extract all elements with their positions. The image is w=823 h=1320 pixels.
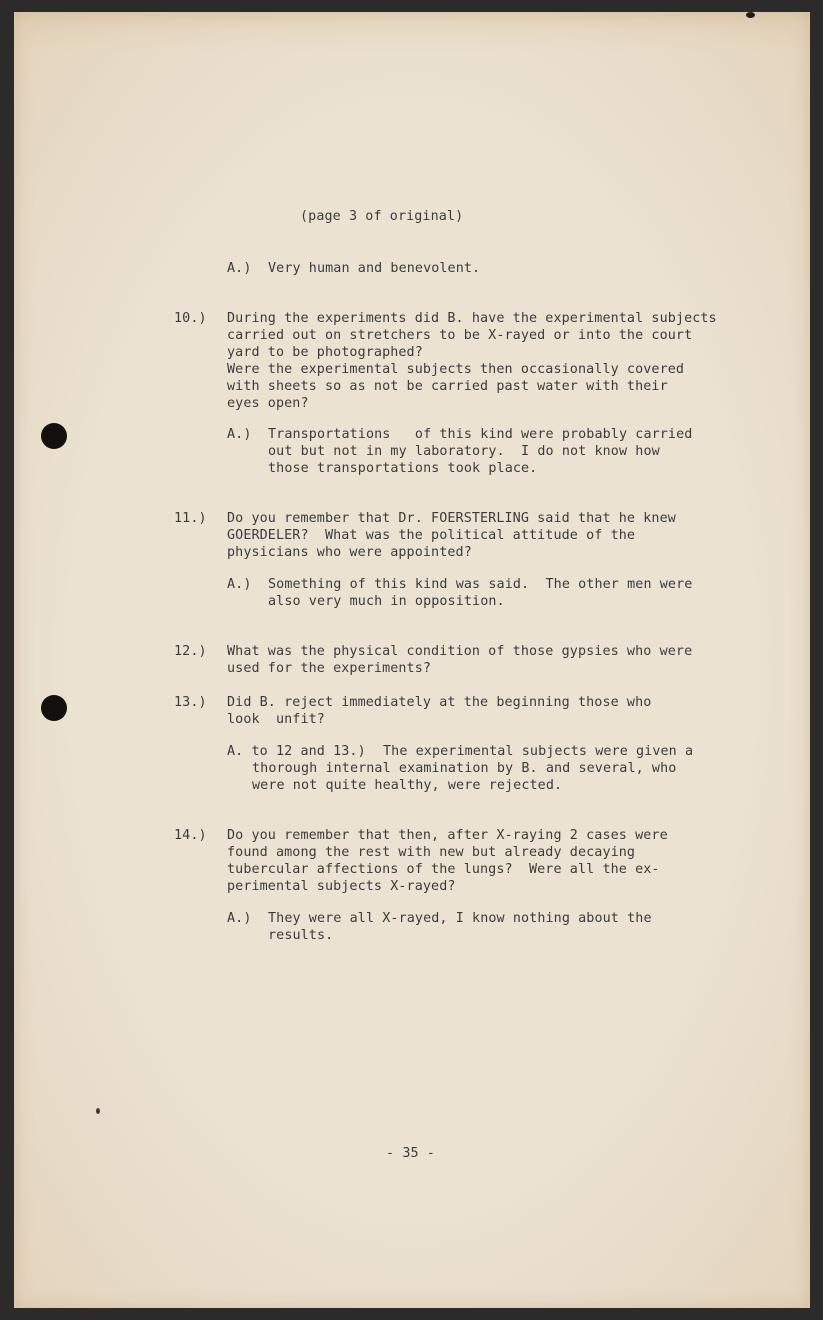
- question-text-line: perimental subjects X-rayed?: [227, 879, 456, 894]
- question-text-line: physicians who were appointed?: [227, 545, 472, 560]
- answer-label: A. to 12 and 13.): [227, 744, 366, 759]
- answer-text-line: out but not in my laboratory. I do not know how: [268, 444, 660, 459]
- question-text-line: What was the physical condition of those gypsies who were: [227, 644, 693, 659]
- ink-speck: [746, 12, 755, 18]
- page-number: - 35 -: [386, 1146, 435, 1161]
- question-text-line: Do you remember that Dr. FOERSTERLING said that he knew: [227, 511, 676, 526]
- answer-label: A.): [227, 261, 252, 276]
- question-number: 12.): [174, 644, 207, 659]
- answer-text-line: Very human and benevolent.: [268, 261, 481, 276]
- question-text-line: During the experiments did B. have the experimental subjects: [227, 311, 717, 326]
- answer-text-line: were not quite healthy, were rejected.: [252, 778, 563, 793]
- question-text-line: Were the experimental subjects then occasionally covered: [227, 362, 685, 377]
- punch-hole: [41, 695, 67, 721]
- question-text-line: look unfit?: [227, 712, 325, 727]
- answer-text-line: results.: [268, 928, 334, 943]
- answer-text-line: The experimental subjects were given a: [383, 744, 694, 759]
- question-text-line: yard to be photographed?: [227, 345, 423, 360]
- ink-speck: [96, 1108, 100, 1114]
- answer-text-line: They were all X-rayed, I know nothing about the: [268, 911, 652, 926]
- question-number: 11.): [174, 511, 207, 526]
- answer-text-line: those transportations took place.: [268, 461, 538, 476]
- answer-text-line: Transportations of this kind were probably carried: [268, 427, 693, 442]
- question-text-line: Do you remember that then, after X-raying 2 cases were: [227, 828, 668, 843]
- answer-label: A.): [227, 577, 252, 592]
- punch-hole: [41, 423, 67, 449]
- answer-text-line: also very much in opposition.: [268, 594, 505, 609]
- question-number: 13.): [174, 695, 207, 710]
- document-page: [14, 12, 810, 1308]
- question-number: 10.): [174, 311, 207, 326]
- question-text-line: used for the experiments?: [227, 661, 432, 676]
- question-text-line: found among the rest with new but already decaying: [227, 845, 636, 860]
- question-number: 14.): [174, 828, 207, 843]
- question-text-line: eyes open?: [227, 396, 309, 411]
- answer-text-line: Something of this kind was said. The other men were: [268, 577, 693, 592]
- page-header: (page 3 of original): [300, 209, 464, 224]
- question-text-line: GOERDELER? What was the political attitude of the: [227, 528, 636, 543]
- question-text-line: carried out on stretchers to be X-rayed or into the court: [227, 328, 693, 343]
- question-text-line: with sheets so as not be carried past water with their: [227, 379, 668, 394]
- answer-label: A.): [227, 911, 252, 926]
- answer-label: A.): [227, 427, 252, 442]
- question-text-line: tubercular affections of the lungs? Were all the ex-: [227, 862, 660, 877]
- answer-text-line: thorough internal examination by B. and several, who: [252, 761, 677, 776]
- question-text-line: Did B. reject immediately at the beginning those who: [227, 695, 652, 710]
